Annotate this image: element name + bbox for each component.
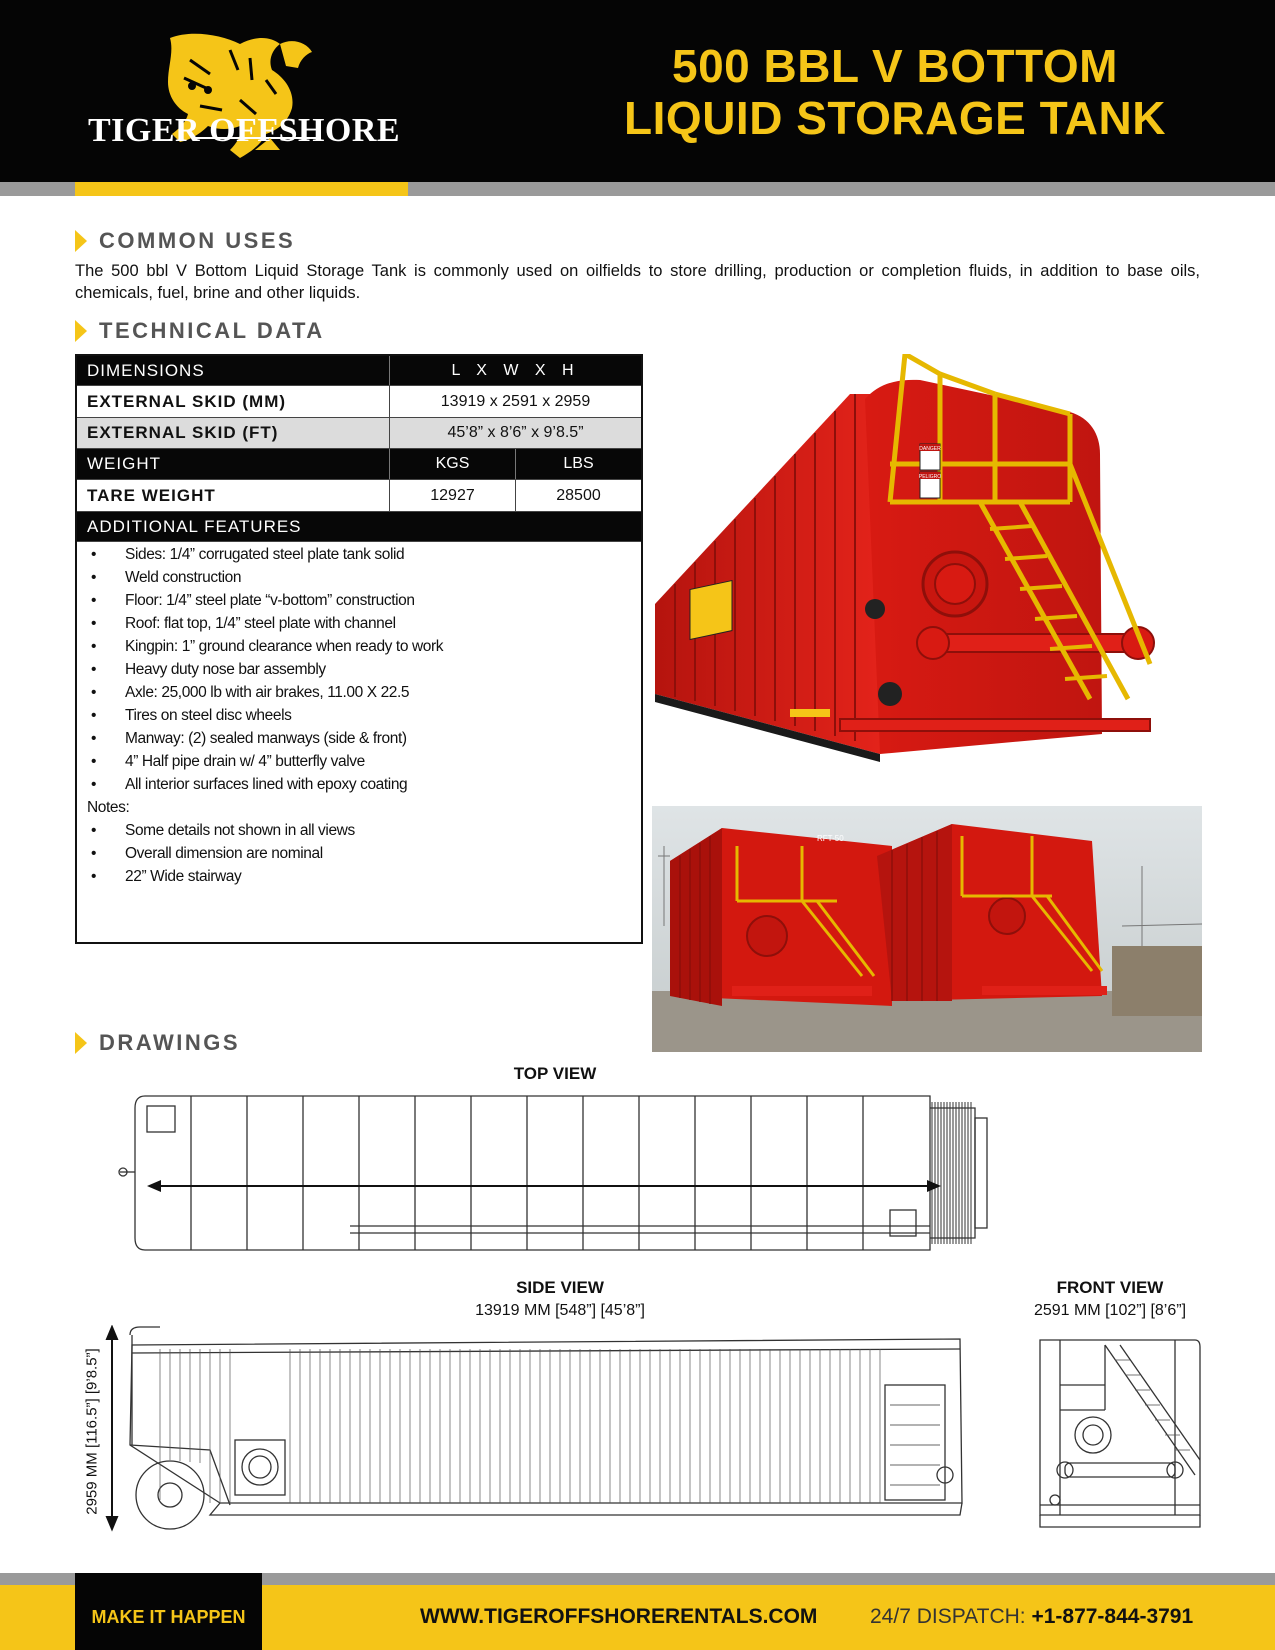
- technical-data-title: TECHNICAL DATA: [99, 318, 325, 343]
- top-view-label: TOP VIEW: [513, 1064, 597, 1083]
- section-arrow-icon: [75, 230, 87, 252]
- skid-ft-row: [77, 418, 641, 449]
- page-title: [545, 40, 1245, 144]
- skid-ft-label: EXTERNAL SKID (FT): [77, 418, 390, 448]
- list-item: • Roof: flat top, 1/4” steel plate with channel: [91, 615, 396, 632]
- side-view-dimension: 13919 MM [548”] [45’8”]: [475, 1302, 645, 1319]
- website-link[interactable]: WWW.TIGEROFFSHORERENTALS.COM: [420, 1605, 818, 1628]
- weight-unit-lbs: LBS: [563, 455, 594, 472]
- technical-data-heading: [75, 318, 325, 344]
- skid-mm-row: [77, 386, 641, 418]
- tare-weight-label: TARE WEIGHT: [77, 480, 390, 511]
- dimensions-header-row: [77, 356, 641, 386]
- dispatch-info: [870, 1605, 1193, 1629]
- peligro-sign-label: PELIGRO: [918, 474, 942, 480]
- danger-sign-label: DANGER: [919, 446, 941, 452]
- side-view-label: SIDE VIEW: [516, 1278, 604, 1297]
- list-item: • 22” Wide stairway: [91, 868, 242, 885]
- height-dimension: 2959 MM [116.5”] [9’8.5”]: [83, 1348, 101, 1515]
- front-view-drawing: [1035, 1335, 1205, 1535]
- list-item: • Overall dimension are nominal: [91, 845, 323, 862]
- technical-data-table: [75, 354, 643, 944]
- brand-wordmark: TIGER OFFSHORE: [88, 112, 401, 149]
- list-item: • 4” Half pipe drain w/ 4” butterfly valve: [91, 753, 365, 770]
- skid-mm-value: 13919 x 2591 x 2959: [440, 392, 591, 410]
- list-item: • Heavy duty nose bar assembly: [91, 661, 326, 678]
- section-arrow-icon: [75, 1032, 87, 1054]
- dispatch-phone[interactable]: +1-877-844-3791: [1031, 1605, 1194, 1628]
- list-item: • Sides: 1/4” corrugated steel plate tank solid: [91, 546, 405, 563]
- notes-label: Notes:: [87, 799, 130, 816]
- side-view-drawing: [100, 1325, 980, 1537]
- features-list: [87, 543, 627, 888]
- common-uses-heading: [75, 228, 295, 254]
- front-view-label: FRONT VIEW: [1056, 1278, 1164, 1297]
- tank-photo: [650, 354, 1210, 794]
- drawings-heading: [75, 1030, 240, 1056]
- weight-unit-kgs: KGS: [390, 449, 516, 479]
- unit-id-label: RFT-50: [817, 834, 844, 843]
- tare-weight-kgs: 12927: [390, 480, 516, 511]
- common-uses-text: The 500 bbl V Bottom Liquid Storage Tank is commonly used on oilfields to store drilling, production or completion fluids, in addition to base oils, chemicals, fuel, brine and other liquids.: [75, 262, 1200, 302]
- footer-tagline-box: [75, 1573, 262, 1650]
- title-line-1: 500 BBL V BOTTOM: [672, 40, 1118, 92]
- top-view-drawing: [115, 1088, 1015, 1258]
- header-accent-bar: [75, 182, 408, 196]
- tanks-yard-photo: [652, 806, 1202, 1052]
- list-item: • Tires on steel disc wheels: [91, 707, 292, 724]
- skid-ft-value: 45’8” x 8’6” x 9’8.5”: [447, 424, 584, 441]
- skid-mm-label: EXTERNAL SKID (MM): [77, 386, 390, 417]
- drawings-title: DRAWINGS: [99, 1030, 240, 1055]
- dispatch-label: 24/7 DISPATCH:: [870, 1605, 1026, 1628]
- title-line-2: LIQUID STORAGE TANK: [624, 92, 1166, 144]
- list-item: • Kingpin: 1” ground clearance when ready to work: [91, 638, 444, 655]
- tare-weight-row: [77, 480, 641, 512]
- tare-weight-lbs: 28500: [556, 486, 601, 504]
- tiger-logo-icon: [80, 30, 410, 180]
- list-item: • All interior surfaces lined with epoxy coating: [91, 776, 408, 793]
- common-uses-title: COMMON USES: [99, 228, 296, 253]
- list-item: • Manway: (2) sealed manways (side & front): [91, 730, 407, 747]
- features-header-row: [77, 512, 641, 542]
- weight-label: WEIGHT: [77, 449, 390, 479]
- weight-header-row: [77, 449, 641, 480]
- list-item: • Floor: 1/4” steel plate “v-bottom” construction: [91, 592, 415, 609]
- list-item: • Weld construction: [91, 569, 242, 586]
- dimensions-label: DIMENSIONS: [77, 356, 390, 385]
- list-item: • Axle: 25,000 lb with air brakes, 11.00 X 22.5: [91, 684, 410, 701]
- section-arrow-icon: [75, 320, 87, 342]
- dimensions-units: L X W X H: [451, 361, 580, 379]
- list-item: • Some details not shown in all views: [91, 822, 355, 839]
- footer-tagline: MAKE IT HAPPEN: [91, 1607, 246, 1627]
- front-view-dimension: 2591 MM [102”] [8’6”]: [1033, 1302, 1187, 1319]
- features-label: ADDITIONAL FEATURES: [87, 516, 302, 536]
